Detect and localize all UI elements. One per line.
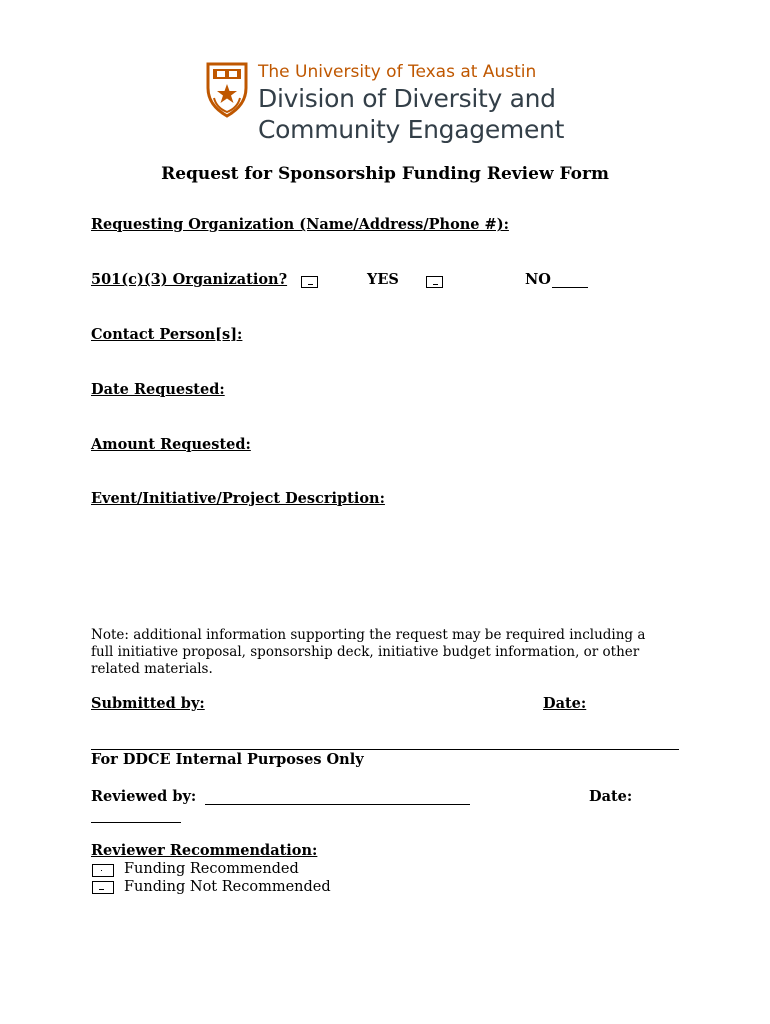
reviewer-recommendation-label: Reviewer Recommendation: [91, 842, 318, 859]
funding-recommended-checkbox[interactable] [92, 864, 114, 877]
date-requested-label: Date Requested: [91, 381, 225, 398]
reviewed-date-label: Date: [589, 788, 633, 805]
c3-checkbox[interactable] [301, 276, 318, 288]
ut-ddce-logo [206, 60, 586, 150]
internal-purposes-heading: For DDCE Internal Purposes Only [91, 751, 364, 768]
yes-checkbox[interactable] [426, 276, 443, 288]
no-label: NO [525, 271, 551, 288]
division-name-line2: Community Engagement [258, 115, 565, 144]
contact-person-label: Contact Person[s]: [91, 326, 243, 343]
form-title: Request for Sponsorship Funding Review Form [161, 164, 609, 184]
requesting-organization-label: Requesting Organization (Name/Address/Phone #): [91, 216, 509, 233]
note-line: Note: additional information supporting the request may be required including a [91, 627, 646, 643]
submitted-date-label: Date: [543, 695, 587, 712]
note-line: related materials. [91, 661, 213, 677]
project-description-label: Event/Initiative/Project Description: [91, 490, 385, 507]
reviewed-by-label: Reviewed by: [91, 788, 197, 805]
note-paragraph [91, 627, 691, 678]
ut-shield-icon [206, 62, 248, 118]
amount-requested-label: Amount Requested: [91, 436, 251, 453]
yes-label: YES [367, 271, 399, 288]
reviewed-by-line[interactable] [205, 804, 470, 805]
university-name: The University of Texas at Austin [258, 62, 537, 82]
no-answer-line[interactable] [552, 287, 588, 288]
funding-recommended-label: Funding Recommended [124, 861, 299, 877]
submitted-by-label: Submitted by: [91, 695, 205, 712]
funding-not-recommended-label: Funding Not Recommended [124, 879, 331, 895]
funding-not-recommended-checkbox[interactable] [92, 881, 114, 894]
note-line: full initiative proposal, sponsorship deck, initiative budget information, or other [91, 644, 640, 660]
reviewed-date-line[interactable] [91, 822, 181, 823]
division-name-line1: Division of Diversity and [258, 84, 556, 113]
c3-organization-label: 501(c)(3) Organization? [91, 271, 288, 288]
section-divider [91, 749, 679, 750]
